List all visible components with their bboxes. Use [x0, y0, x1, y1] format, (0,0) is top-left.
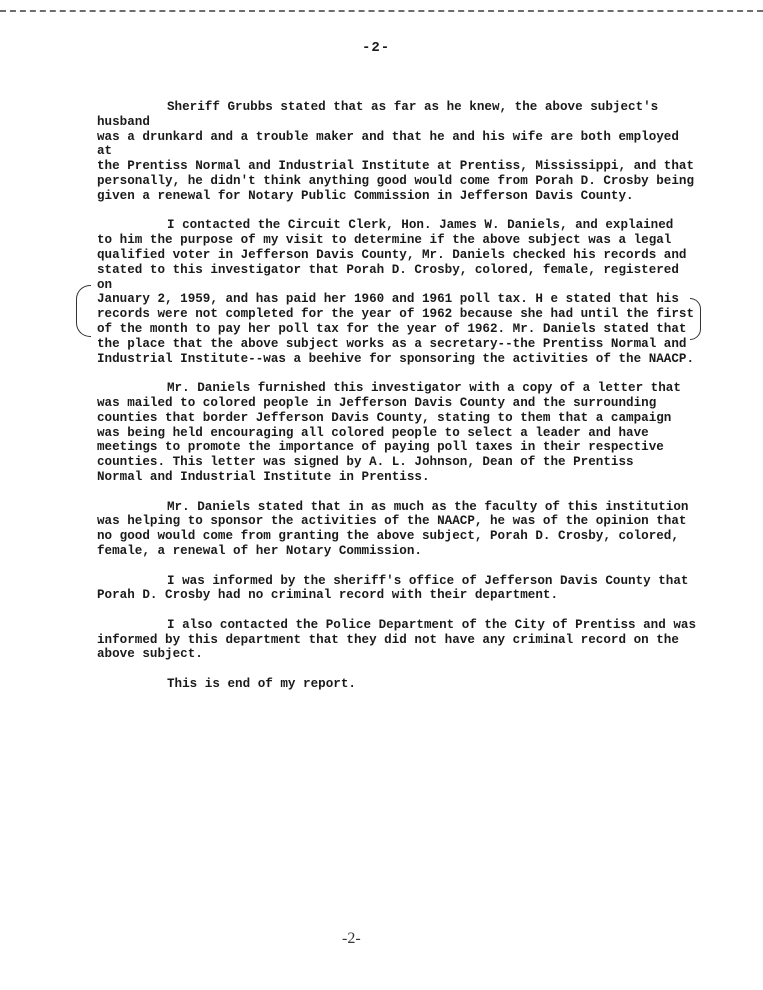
page-number-top: -2- — [362, 40, 391, 56]
paragraph-circuit-clerk: I contacted the Circuit Clerk, Hon. James W. Daniels, and explained to him the purpose of my visit to determine if the above subject was a legal qualified voter in Jefferson Davis County, Mr. Daniels checked his records and stated to this investigator that Porah D. Crosby, colored, female, registered on January 2, 1959, and has paid her 1960 and 1961 poll tax. H e stated that his records were not completed for the year of 1962 because she had until the first of the month to pay her poll tax for the year of 1962. Mr. Daniels stated that the place that the above subject works as a secretary--the Prentiss Normal and Industrial Institute--was a beehive for sponsoring the activities of the NAACP. — [97, 218, 695, 366]
handwritten-bracket-left — [76, 285, 91, 337]
paragraph-closing: This is end of my report. — [167, 677, 356, 692]
paper-perforation-edge — [0, 0, 763, 12]
report-body — [97, 100, 701, 707]
paragraph-sheriff-record: I was informed by the sheriff's office of Jefferson Davis County that Porah D. Crosby had no criminal record with their department. — [97, 573, 689, 603]
page-number-bottom: -2- — [342, 930, 361, 947]
paragraph-faculty-opinion: Mr. Daniels stated that in as much as the faculty of this institution was helping to sponsor the activities of the NAACP, he was of the opinion that no good would come from granting the above subject, Porah D. Crosby, colored, female, a renewal of her Notary Commission. — [97, 499, 689, 558]
paragraph-police-record: I also contacted the Police Department of the City of Prentiss and was informed by this department that they did not have any criminal record on the above subject. — [97, 617, 697, 662]
paragraph-letter: Mr. Daniels furnished this investigator with a copy of a letter that was mailed to colored people in Jefferson Davis County and the surrounding counties that border Jefferson Davis County, stating to them that a campaign was being held encouraging all colored people to select a leader and have meetings to promote the importance of paying poll taxes in their respective counties. This letter was signed by A. L. Johnson, Dean of the Prentiss Normal and Industrial Institute in Prentiss. — [97, 381, 681, 484]
paragraph-sheriff-statement: Sheriff Grubbs stated that as far as he knew, the above subject's husband was a drunkard and a trouble maker and that he and his wife are both employed at the Prentiss Normal and Industrial Institute at Prentiss, Mississippi, and that personally, he didn't think anything good would come from Porah D. Crosby being given a renewal for Notary Public Commission in Jefferson Davis County. — [97, 100, 695, 203]
